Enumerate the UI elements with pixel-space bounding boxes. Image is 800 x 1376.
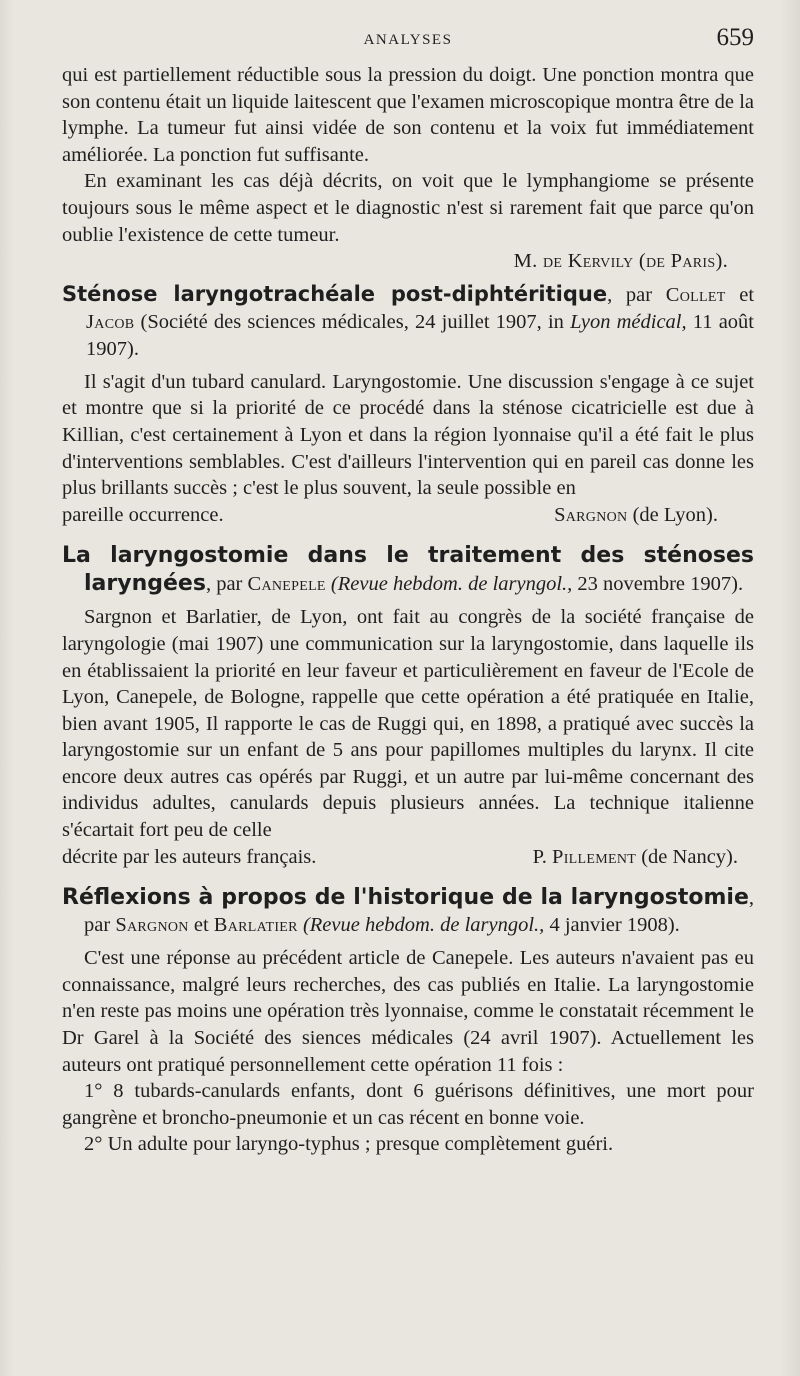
article-1-journal: Lyon médical, xyxy=(570,310,687,333)
article-1-signature-place: (de Lyon). xyxy=(632,503,718,526)
article-1-source-a: (Société des sciences médicales, 24 juillet 1907, in xyxy=(140,310,564,333)
intro-paragraph-1: qui est partiellement réductible sous la pression du doigt. Une ponction montra que son contenu était un liquide laitescent que l'examen microscopique montra être de la lymphe. La tumeur fut ainsi vidée de son contenu et la voix fut immédiatement améliorée. La ponction fut suffisante. xyxy=(62,64,754,166)
article-1-author-1: Collet xyxy=(665,283,726,306)
article-2-signature-name: Pillement xyxy=(552,845,637,868)
article-1-by: , par xyxy=(607,283,653,306)
article-2-journal: (Revue hebdom. de laryngol., xyxy=(330,573,573,596)
intro-paragraph-2: En examinant les cas déjà décrits, on voit que le lymphangiome se présente toujours sous le même aspect et le diagnostic n'est si rarement fait que parce qu'on oublie l'existence de cette tumeur. xyxy=(62,170,754,246)
running-head xyxy=(62,18,754,52)
article-3-and: et xyxy=(193,914,209,937)
article-2-author: Canepele xyxy=(247,573,326,596)
article-2-signature-place: (de Nancy). xyxy=(641,845,738,868)
article-3-body: C'est une réponse au précédent article de Canepele. Les auteurs n'avaient pas eu connaissance, malgré leurs recherches, des cas publiés en Italie. La laryngostomie n'en reste pas moins une opération très lyonnaise, comme le constatait récemment le Dr Garel à la Société des siences médicales (24 avril 1907). Actuellement les auteurs ont pratiqué personnellement cette opération 11 fois : xyxy=(62,947,754,1076)
article-3-date: 4 janvier 1908). xyxy=(549,914,680,937)
article-2-title: La laryngostomie dans le traitement des sténoses laryngées xyxy=(62,543,754,597)
article-3-item-1: 1° 8 tubards-canulards enfants, dont 6 guérisons définitives, une mort pour gangrène et broncho-pneumonie et un cas récent en bonne voie. xyxy=(62,1080,754,1129)
article-1-signature-name: Sargnon xyxy=(554,503,628,526)
article-1-signature xyxy=(554,502,754,529)
article-2-body-last: décrite par les auteurs français. xyxy=(62,845,317,868)
article-3-journal: (Revue hebdom. de laryngol., xyxy=(302,914,545,937)
article-3-by: , par xyxy=(84,887,754,937)
article-3-item-2: 2° Un adulte pour laryngo-typhus ; presque complètement guéri. xyxy=(84,1133,614,1156)
article-1-signature-row xyxy=(62,502,754,529)
article-2-signature-initial: P. xyxy=(532,845,547,868)
article-1-source-b: 11 août 1907). xyxy=(86,310,754,360)
article-1-heading xyxy=(62,281,754,363)
article-2-signature-row xyxy=(62,844,754,871)
article-1-body-last: pareille occurrence. xyxy=(62,503,224,526)
article-2-by: , par xyxy=(205,573,243,596)
intro-signature xyxy=(62,248,754,275)
intro-signature-text: M. de Kervily (de Paris). xyxy=(513,250,728,273)
article-2-heading xyxy=(62,542,754,598)
article-3-author-1: Sargnon xyxy=(115,914,189,937)
article-3-heading xyxy=(62,884,754,939)
article-1-title: Sténose laryngotrachéale post-diphtéritique xyxy=(62,281,608,306)
article-2-date: 23 novembre 1907). xyxy=(577,573,744,596)
page-number: 659 xyxy=(716,24,754,51)
article-1-author-2: Jacob xyxy=(86,310,135,333)
article-2-signature xyxy=(533,844,754,871)
article-3-title: Réflexions à propos de l'historique de la laryngostomie xyxy=(62,885,749,911)
article-1-body: Il s'agit d'un tubard canulard. Laryngostomie. Une discussion s'engage à ce sujet et montre que si la priorité de ce procédé dans la sténose cicatricielle est due à Killian, c'est certainement à Lyon et dans la région lyonnaise qu'il a été fait le plus d'interventions semblables. C'est d'ailleurs l'intervention qui en pareil cas donne les plus brillants succès ; c'est le plus souvent, la seule possible en xyxy=(62,370,754,500)
article-3-author-2: Barlatier xyxy=(213,914,298,937)
article-1-and: et xyxy=(739,283,755,306)
article-2-body: Sargnon et Barlatier, de Lyon, ont fait au congrès de la société française de laryngologie (mai 1907) une communication sur la laryngostomie, dans laquelle ils en établissaient la priorité en leur faveur et particulièrement en faveur de l'Ecole de Lyon, Canepele, de Bologne, rappelle que cette opération a été pratiquée en Italie, bien avant 1905, Il rapporte le cas de Ruggi qui, en 1898, a pratiqué avec succès la laryngostomie sur un enfant de 5 ans pour papillomes multiples du larynx. Il cite encore deux autres cas opérés par Ruggi, et un autre par lui-même concernant des individus adultes, canulards depuis plusieurs années. La technique italienne s'écartait fort peu de celle xyxy=(62,606,754,842)
running-title: ANALYSES xyxy=(363,32,453,48)
